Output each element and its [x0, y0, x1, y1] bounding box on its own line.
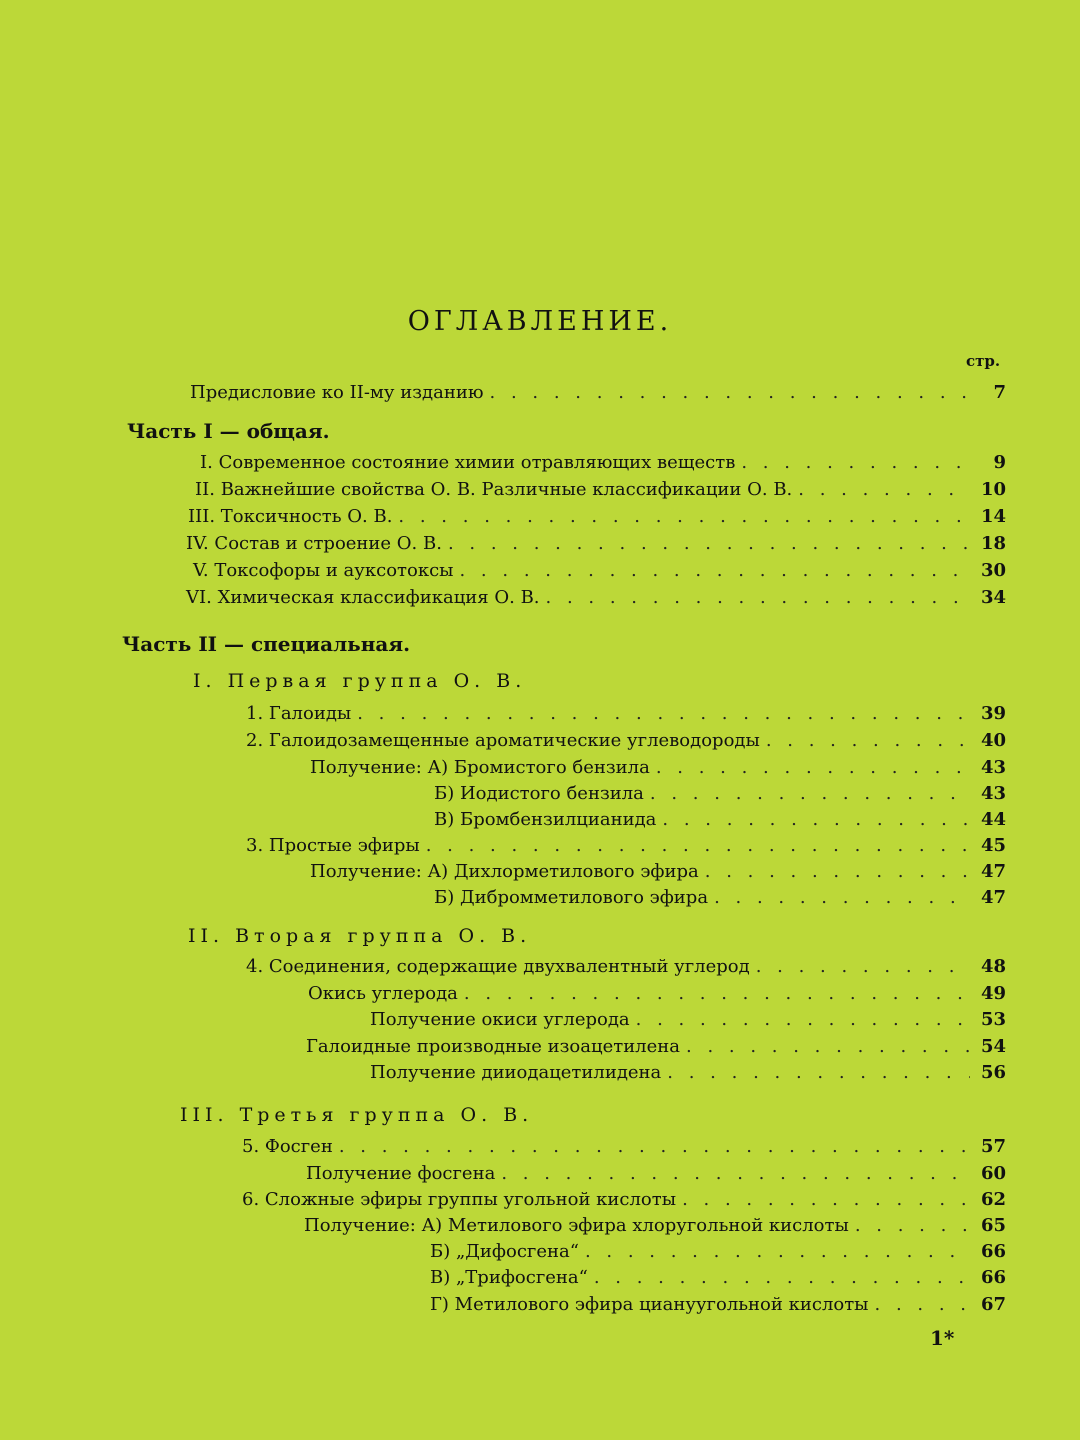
toc-entry-label: Галоидные производные изоацетилена: [306, 1036, 681, 1057]
toc-entry-page: 65: [980, 1215, 1006, 1236]
toc-entry[interactable]: [308, 981, 1006, 1007]
toc-entry-page: 60: [980, 1163, 1006, 1184]
toc-entry[interactable]: [242, 1134, 1006, 1160]
toc-entry-page: 7: [993, 382, 1006, 403]
part2-heading: Часть II — специальная.: [122, 632, 411, 656]
group-title: II. Вторая группа О. В.: [188, 925, 532, 947]
toc-entry-label: Важнейшие свойства О. В. Различные классификации О. В.: [220, 479, 793, 500]
leader-dots: [682, 1187, 970, 1213]
toc-entry-page: 44: [980, 809, 1006, 830]
toc-entry-label: Окись углерода: [308, 983, 458, 1004]
toc-entry-number: III.: [188, 506, 216, 527]
toc-entry[interactable]: [434, 885, 1006, 911]
toc-entry-label: 4. Соединения, содержащие двухвалентный углерод: [246, 956, 750, 977]
toc-entry[interactable]: [430, 1265, 1006, 1291]
toc-entry-page: 34: [980, 587, 1006, 608]
leader-dots: [656, 755, 970, 781]
toc-entry-page: 43: [980, 783, 1006, 804]
part1-heading: Часть I — общая.: [127, 419, 330, 443]
toc-entry-page: 10: [980, 479, 1006, 500]
toc-entry[interactable]: [188, 504, 1006, 530]
toc-entry-label: 6. Сложные эфиры группы угольной кислоты: [242, 1189, 677, 1210]
toc-entry[interactable]: [370, 1060, 1006, 1086]
toc-entry-page: 67: [980, 1294, 1006, 1315]
toc-entry-page: 66: [980, 1241, 1006, 1262]
toc-entry-label: 3. Простые эфиры: [246, 835, 420, 856]
toc-entry-label: В) Бромбензилцианида: [434, 809, 657, 830]
toc-entry-page: 40: [980, 730, 1006, 751]
toc-entry[interactable]: [193, 558, 1006, 584]
toc-entry-label: Предисловие ко II-му изданию: [190, 382, 484, 403]
toc-entry-page: 47: [980, 887, 1006, 908]
toc-entry-page: 47: [980, 861, 1006, 882]
leader-dots: [741, 450, 970, 476]
toc-entry-page: 53: [980, 1009, 1006, 1030]
signature-mark: 1*: [930, 1326, 955, 1350]
toc-entry-label: Б) Дибромметилового эфира: [434, 887, 709, 908]
toc-entry-page: 9: [993, 452, 1006, 473]
leader-dots: [459, 558, 970, 584]
toc-entry-page: 56: [980, 1062, 1006, 1083]
toc-entry-page: 48: [980, 956, 1006, 977]
toc-entry[interactable]: [434, 807, 1006, 833]
leader-dots: [398, 504, 970, 530]
toc-entry-number: IV.: [186, 533, 209, 554]
leader-dots: [426, 833, 970, 859]
leader-dots: [875, 1292, 971, 1318]
toc-entry-page: 39: [980, 703, 1006, 724]
leader-dots: [705, 859, 970, 885]
toc-entry-page: 14: [980, 506, 1006, 527]
toc-entry-label: Химическая классификация О. В.: [217, 587, 540, 608]
toc-entry-label: Получение: А) Бромистого бензила: [310, 757, 650, 778]
leader-dots: [464, 981, 970, 1007]
leader-dots: [546, 585, 970, 611]
toc-entry-page: 66: [980, 1267, 1006, 1288]
toc-entry-page: 54: [980, 1036, 1006, 1057]
toc-entry-page: 18: [980, 533, 1006, 554]
toc-entry-label: Получение фосгена: [306, 1163, 496, 1184]
toc-entry-label: 1. Галоиды: [246, 703, 352, 724]
toc-entry-number: II.: [195, 479, 215, 500]
leader-dots: [756, 954, 970, 980]
toc-entry[interactable]: [246, 833, 1006, 859]
toc-entry[interactable]: [430, 1239, 1006, 1265]
leader-dots: [636, 1007, 970, 1033]
leader-dots: [662, 807, 970, 833]
toc-entry-label: Состав и строение О. В.: [214, 533, 442, 554]
leader-dots: [448, 531, 970, 557]
group-title: I. Первая группа О. В.: [193, 670, 527, 692]
toc-entry-label: В) „Трифосгена“: [430, 1267, 588, 1288]
leader-dots: [357, 701, 970, 727]
toc-entry-number: V.: [193, 560, 209, 581]
leader-dots: [339, 1134, 970, 1160]
toc-entry-page: 62: [980, 1189, 1006, 1210]
toc-entry[interactable]: [246, 954, 1006, 980]
toc-entry[interactable]: [310, 755, 1006, 781]
toc-entry[interactable]: [242, 1187, 1006, 1213]
toc-entry-page: 45: [980, 835, 1006, 856]
toc-entry[interactable]: [370, 1007, 1006, 1033]
toc-entry-page: 57: [980, 1136, 1006, 1157]
toc-entry[interactable]: [306, 1034, 1006, 1060]
toc-entry-number: I.: [200, 452, 213, 473]
toc-entry[interactable]: [310, 859, 1006, 885]
leader-dots: [766, 728, 970, 754]
toc-entry[interactable]: [304, 1213, 1006, 1239]
toc-entry-label: Получение дииодацетилидена: [370, 1062, 662, 1083]
toc-entry[interactable]: [430, 1292, 1006, 1318]
toc-entry-label: Получение окиси углерода: [370, 1009, 630, 1030]
toc-entry[interactable]: [246, 701, 1006, 727]
page-column-label: стр.: [966, 352, 1001, 370]
toc-entry[interactable]: [434, 781, 1006, 807]
toc-entry-page: 30: [980, 560, 1006, 581]
group-title: III. Третья группа О. В.: [180, 1104, 534, 1126]
toc-entry[interactable]: [186, 531, 1006, 557]
leader-dots: [686, 1034, 970, 1060]
leader-dots: [798, 477, 970, 503]
leader-dots: [585, 1239, 970, 1265]
toc-entry-page: 49: [980, 983, 1006, 1004]
page-title: ОГЛАВЛЕНИЕ.: [407, 306, 673, 337]
toc-entry[interactable]: [306, 1161, 1006, 1187]
toc-entry-label: 5. Фосген: [242, 1136, 333, 1157]
toc-entry-label: Б) Иодистого бензила: [434, 783, 644, 804]
toc-entry-label: Г) Метилового эфира циануугольной кислоты: [430, 1294, 869, 1315]
leader-dots: [650, 781, 970, 807]
toc-entry-number: VI.: [186, 587, 212, 608]
toc-entry[interactable]: [195, 477, 1006, 503]
toc-entry[interactable]: [186, 585, 1006, 611]
toc-entry-label: Получение: А) Метилового эфира хлоругольной кислоты: [304, 1215, 849, 1236]
leader-dots: [667, 1060, 970, 1086]
toc-entry-label: Токсофоры и ауксотоксы: [214, 560, 454, 581]
toc-entry[interactable]: [246, 728, 1006, 754]
toc-entry-label: 2. Галоидозамещенные ароматические углеводороды: [246, 730, 760, 751]
toc-entry-label: Современное состояние химии отравляющих веществ: [218, 452, 736, 473]
leader-dots: [594, 1265, 970, 1291]
toc-entry-page: 43: [980, 757, 1006, 778]
leader-dots: [855, 1213, 970, 1239]
toc-entry-label: Токсичность О. В.: [220, 506, 393, 527]
leader-dots: [501, 1161, 970, 1187]
leader-dots: [490, 380, 970, 406]
toc-entry-label: Б) „Дифосгена“: [430, 1241, 579, 1262]
leader-dots: [714, 885, 970, 911]
toc-entry-label: Получение: А) Дихлорметилового эфира: [310, 861, 699, 882]
toc-entry-preface[interactable]: [190, 380, 1006, 406]
toc-entry[interactable]: [200, 450, 1006, 476]
